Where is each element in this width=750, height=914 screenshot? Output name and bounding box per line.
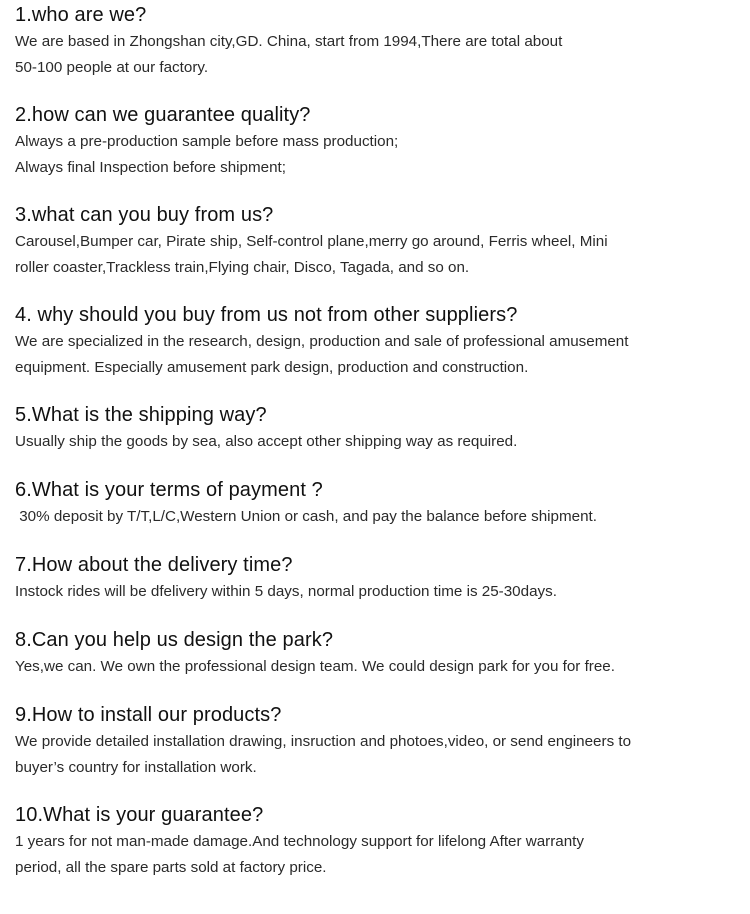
faq-item-4	[15, 302, 745, 380]
faq-question: 9.How to install our products?	[15, 704, 282, 726]
faq-item-6	[15, 477, 745, 529]
faq-question: 10.What is your guarantee?	[15, 804, 264, 826]
faq-item-8	[15, 627, 745, 679]
faq-question: 1.who are we?	[15, 4, 147, 26]
faq-question: 2.how can we guarantee quality?	[15, 104, 311, 126]
faq-answer-line: Yes,we can. We own the professional design team. We could design park for you for free.	[15, 658, 615, 675]
faq-answer-line: Usually ship the goods by sea, also accept other shipping way as required.	[15, 433, 518, 450]
faq-question: 8.Can you help us design the park?	[15, 629, 334, 651]
faq-answer-line: 1 years for not man-made damage.And technology support for lifelong After warranty	[15, 833, 584, 850]
faq-answer-line: buyer’s country for installation work.	[15, 759, 257, 776]
faq-item-1	[15, 2, 745, 80]
faq-question: 7.How about the delivery time?	[15, 554, 293, 576]
faq-item-10	[15, 802, 745, 880]
faq-answer-line: Always final Inspection before shipment;	[15, 159, 286, 176]
faq-answer-line: We are based in Zhongshan city,GD. China, start from 1994,There are total about	[15, 33, 563, 50]
faq-question: 5.What is the shipping way?	[15, 404, 267, 426]
faq-question: 4. why should you buy from us not from other suppliers?	[15, 304, 518, 326]
faq-answer-line: We provide detailed installation drawing, insruction and photoes,video, or send engineers to	[15, 733, 632, 750]
faq-answer-line: equipment. Especially amusement park design, production and construction.	[15, 359, 529, 376]
faq-answer-line: Always a pre-production sample before mass production;	[15, 133, 399, 150]
faq-item-3	[15, 202, 745, 280]
faq-answer-line: 30% deposit by T/T,L/C,Western Union or cash, and pay the balance before shipment.	[15, 508, 597, 525]
faq-answer-line: Instock rides will be dfelivery within 5 days, normal production time is 25-30days.	[15, 583, 557, 600]
faq-answer-line: We are specialized in the research, design, production and sale of professional amusement	[15, 333, 629, 350]
faq-item-5	[15, 402, 745, 454]
faq-answer-line: roller coaster,Trackless train,Flying chair, Disco, Tagada, and so on.	[15, 259, 470, 276]
faq-item-9	[15, 702, 745, 780]
faq-question: 3.what can you buy from us?	[15, 204, 274, 226]
faq-answer-line: period, all the spare parts sold at factory price.	[15, 859, 327, 876]
faq-answer-line: 50-100 people at our factory.	[15, 59, 209, 76]
faq-item-7	[15, 552, 745, 604]
faq-item-2	[15, 102, 745, 180]
faq-answer-line: Carousel,Bumper car, Pirate ship, Self-control plane,merry go around, Ferris wheel, Mini	[15, 233, 608, 250]
faq-question: 6.What is your terms of payment ?	[15, 479, 323, 501]
